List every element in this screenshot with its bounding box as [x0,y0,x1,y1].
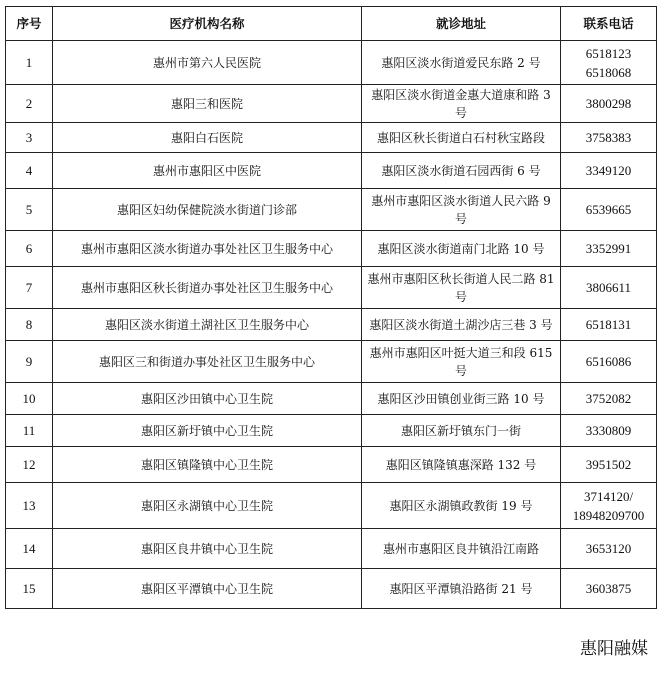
institution-name: 惠阳区妇幼保健院淡水街道门诊部 [53,189,362,231]
header-row [6,7,657,41]
table-row [6,447,657,483]
phone-number: 3951502 [585,457,632,472]
table-row [6,483,657,529]
row-number: 5 [6,189,53,231]
institution-address: 惠阳区淡水街道金惠大道康和路 3 号 [362,85,561,123]
phone-number: 3758383 [585,130,632,145]
row-number: 10 [6,383,53,415]
institution-address: 惠阳区淡水街道爱民东路 2 号 [362,41,561,85]
institution-address: 惠州市惠阳区秋长街道人民二路 81 号 [362,267,561,309]
institution-address: 惠阳区沙田镇创业街三路 10 号 [362,383,561,415]
institution-name: 惠阳区良井镇中心卫生院 [53,529,362,569]
contact-phone [561,447,657,483]
institution-address: 惠阳区平潭镇沿路街 21 号 [362,569,561,609]
table-row [6,85,657,123]
institution-address: 惠阳区淡水街道土湖沙店三巷 3 号 [362,309,561,341]
row-number: 13 [6,483,53,529]
institution-name: 惠州市惠阳区秋长街道办事处社区卫生服务中心 [53,267,362,309]
phone-number: 3603875 [585,581,632,596]
table-row [6,267,657,309]
institution-name: 惠阳白石医院 [53,123,362,153]
row-number: 6 [6,231,53,267]
phone-number: 18948209700 [572,507,645,523]
header-name: 医疗机构名称 [53,7,362,41]
row-number: 15 [6,569,53,609]
clinic-table [5,6,657,609]
contact-phone [561,231,657,267]
contact-phone [561,383,657,415]
header-no: 序号 [6,7,53,41]
phone-number: 3800298 [585,96,632,111]
contact-phone [561,267,657,309]
table-row [6,341,657,383]
phone-number: 6518123 [585,45,632,61]
row-number: 12 [6,447,53,483]
row-number: 14 [6,529,53,569]
table-row [6,41,657,85]
institution-address: 惠阳区淡水街道石园西街 6 号 [362,153,561,189]
phone-number: 6539665 [585,202,632,217]
institution-address: 惠阳区秋长街道白石村秋宝路段 [362,123,561,153]
institution-name: 惠州市惠阳区中医院 [53,153,362,189]
phone-number: 6516086 [585,354,632,369]
contact-phone [561,569,657,609]
header-address: 就诊地址 [362,7,561,41]
institution-address: 惠阳区镇隆镇惠深路 132 号 [362,447,561,483]
institution-address: 惠阳区淡水街道南门北路 10 号 [362,231,561,267]
institution-name: 惠阳三和医院 [53,85,362,123]
institution-name: 惠阳区三和街道办事处社区卫生服务中心 [53,341,362,383]
table-row [6,189,657,231]
row-number: 1 [6,41,53,85]
table-row [6,529,657,569]
phone-number: 3806611 [585,280,632,295]
row-number: 9 [6,341,53,383]
phone-number: 3714120/ [583,488,634,504]
header-phone: 联系电话 [561,7,657,41]
row-number: 11 [6,415,53,447]
contact-phone [561,309,657,341]
institution-address: 惠州市惠阳区叶挺大道三和段 615 号 [362,341,561,383]
institution-name: 惠州市第六人民医院 [53,41,362,85]
table-body [6,41,657,609]
phone-number: 6518068 [585,64,632,80]
contact-phone [561,189,657,231]
table-row [6,383,657,415]
row-number: 3 [6,123,53,153]
contact-phone [561,153,657,189]
institution-address: 惠阳区永湖镇政教街 19 号 [362,483,561,529]
contact-phone [561,415,657,447]
table-row [6,309,657,341]
phone-number: 3330809 [585,423,632,438]
contact-phone [561,341,657,383]
institution-address: 惠州市惠阳区良井镇沿江南路 [362,529,561,569]
phone-number: 3653120 [585,541,632,556]
institution-address: 惠州市惠阳区淡水街道人民六路 9 号 [362,189,561,231]
phone-number: 3752082 [585,391,632,406]
table-row [6,153,657,189]
contact-phone [561,529,657,569]
institution-name: 惠阳区新圩镇中心卫生院 [53,415,362,447]
contact-phone [561,41,657,85]
institution-name: 惠州市惠阳区淡水街道办事处社区卫生服务中心 [53,231,362,267]
contact-phone [561,85,657,123]
institution-address: 惠阳区新圩镇东门一街 [362,415,561,447]
institution-name: 惠阳区平潭镇中心卫生院 [53,569,362,609]
table-row [6,231,657,267]
institution-name: 惠阳区镇隆镇中心卫生院 [53,447,362,483]
institution-name: 惠阳区淡水街道土湖社区卫生服务中心 [53,309,362,341]
phone-number: 3352991 [585,241,632,256]
contact-phone [561,483,657,529]
row-number: 2 [6,85,53,123]
watermark: 惠阳融媒 [578,634,650,659]
table-row [6,569,657,609]
row-number: 7 [6,267,53,309]
phone-number: 6518131 [585,317,632,332]
institution-name: 惠阳区永湖镇中心卫生院 [53,483,362,529]
row-number: 8 [6,309,53,341]
table-row [6,415,657,447]
phone-number: 3349120 [585,163,632,178]
institution-name: 惠阳区沙田镇中心卫生院 [53,383,362,415]
contact-phone [561,123,657,153]
table-row [6,123,657,153]
row-number: 4 [6,153,53,189]
